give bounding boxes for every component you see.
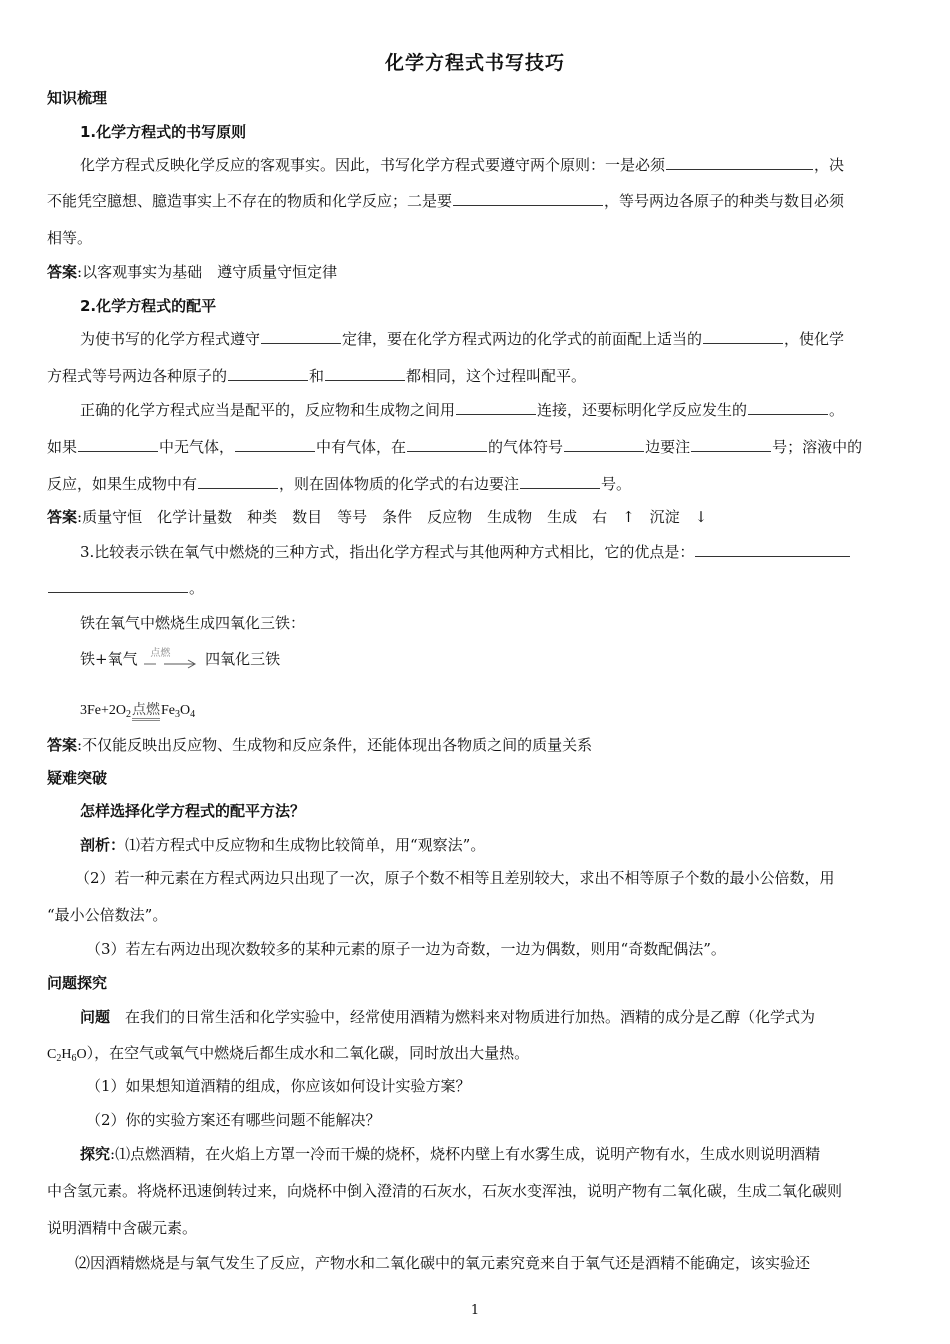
paragraph-principles-line3: 相等。 bbox=[47, 229, 93, 247]
explore-line1 bbox=[80, 1144, 907, 1164]
question-1: （1）如果想知道酒精的组成，你应该如何设计实验方案？ bbox=[86, 1077, 471, 1095]
analysis-2-line1: （2）若一种元素在方程式两边只出现了一次，原子个数不相等且差别较大，求出不相等原子个数的最小公倍数，用 bbox=[75, 869, 835, 887]
reaction-arrow bbox=[142, 646, 200, 672]
word-equation bbox=[80, 646, 907, 672]
text: 为使书写的化学方程式遵守 bbox=[80, 330, 261, 348]
paragraph-correct-line3 bbox=[47, 474, 907, 494]
text: 正确的化学方程式应当是配平的，反应物和生成物之间用 bbox=[80, 401, 456, 419]
text: 的气体符号 bbox=[488, 438, 564, 456]
answer-blank bbox=[456, 400, 536, 415]
text: :⑴点燃酒精，在火焰上方罩一冷而干燥的烧杯，烧杯内壁上有水雾生成，说明产物有水，生成水则说明酒精 bbox=[110, 1145, 821, 1163]
condition-label: 点燃 bbox=[132, 703, 160, 721]
question-2: （2）你的实验方案还有哪些问题不能解决？ bbox=[86, 1111, 381, 1129]
answer-3 bbox=[47, 735, 907, 755]
answer-1 bbox=[47, 262, 907, 282]
text: 定律，要在化学方程式两边的化学式的前面配上适当的 bbox=[342, 330, 703, 348]
text: 。 bbox=[829, 401, 845, 419]
section-heading-knowledge: 知识梳理 bbox=[47, 89, 108, 107]
explore-line4: ⑵因酒精燃烧是与氧气发生了反应，产物水和二氧化碳中的氧元素究竟来自于氧气还是酒精不能确定，该实验还 bbox=[75, 1254, 811, 1272]
text: 中无气体， bbox=[159, 438, 235, 456]
formula-text: O bbox=[76, 1047, 87, 1062]
answer-blank bbox=[407, 437, 487, 452]
answer-blank bbox=[453, 191, 603, 206]
formula-text: H bbox=[61, 1047, 72, 1062]
formula-text: C bbox=[47, 1047, 57, 1062]
equation-text: Fe bbox=[161, 703, 176, 718]
ethanol-formula bbox=[47, 1047, 87, 1062]
answer-blank bbox=[695, 542, 850, 557]
explore-label: 探究 bbox=[80, 1145, 111, 1163]
analysis-3: （3）若左右两边出现次数较多的某种元素的原子一边为奇数，一边为偶数，则用“奇数配偶法”。 bbox=[86, 940, 726, 958]
paragraph-correct-line2 bbox=[47, 437, 907, 457]
answer-blank bbox=[235, 437, 315, 452]
paragraph-principles-line2 bbox=[47, 191, 907, 211]
answer-text: :质量守恒 化学计量数 种类 数目 等号 条件 反应物 生成物 生成 右 ↑ 沉淀 ↓ bbox=[77, 508, 708, 526]
explore-line2: 中含氢元素。将烧杯迅速倒转过来，向烧杯中倒入澄清的石灰水，石灰水变浑浊，说明产物有二氧化碳，生成二氧化碳则 bbox=[47, 1182, 843, 1200]
explore-line3: 说明酒精中含碳元素。 bbox=[47, 1219, 198, 1237]
answer-blank bbox=[78, 437, 158, 452]
answer-blank bbox=[228, 366, 308, 381]
arrow-icon bbox=[142, 654, 200, 670]
answer-label: 答案 bbox=[47, 508, 78, 526]
text: 方程式等号两边各种原子的 bbox=[47, 367, 228, 385]
question-title: 怎样选择化学方程式的配平方法？ bbox=[80, 802, 306, 820]
answer-blank bbox=[48, 578, 188, 593]
reactants-text: 铁+氧气 bbox=[80, 650, 138, 668]
page-title: 化学方程式书写技巧 bbox=[384, 52, 565, 74]
text: ，使化学 bbox=[784, 330, 845, 348]
section-heading-inquiry: 问题探究 bbox=[47, 974, 108, 992]
equation-text: 3Fe+2O bbox=[80, 703, 127, 718]
text: 反应，如果生成物中有 bbox=[47, 475, 198, 493]
subscript: 6 bbox=[71, 1053, 77, 1064]
text: 号。 bbox=[601, 475, 632, 493]
analysis-2-line2: “最小公倍数法”。 bbox=[47, 906, 168, 924]
text: ），在空气或氧气中燃烧后都生成水和二氧化碳，同时放出大量热。 bbox=[86, 1044, 530, 1062]
paragraph-correct-line1 bbox=[80, 400, 907, 420]
problem-label: 问题 bbox=[80, 1008, 111, 1026]
answer-blank bbox=[198, 474, 278, 489]
answer-blank bbox=[261, 329, 341, 344]
problem-line1 bbox=[80, 1007, 907, 1027]
subheading-principles: 1.化学方程式的书写原则 bbox=[80, 123, 247, 141]
subheading-balancing: 2.化学方程式的配平 bbox=[80, 297, 217, 315]
subscript: 2 bbox=[56, 1053, 62, 1064]
text: ，则在固体物质的化学式的右边要注 bbox=[279, 475, 520, 493]
answer-label: 答案 bbox=[47, 736, 78, 754]
answer-blank bbox=[703, 329, 783, 344]
answer-blank bbox=[666, 155, 813, 170]
analysis-label: 剖析： bbox=[80, 836, 126, 854]
text: ，决 bbox=[814, 156, 845, 174]
paragraph-balancing-line2 bbox=[47, 366, 907, 386]
equation-text: O bbox=[180, 703, 191, 718]
paragraph-balancing-line1 bbox=[80, 329, 907, 349]
answer-blank bbox=[564, 437, 644, 452]
section-heading-difficulties: 疑难突破 bbox=[47, 769, 108, 787]
text: 中有气体，在 bbox=[316, 438, 407, 456]
text: ⑴若方程式中反应物和生成物比较简单，用“观察法”。 bbox=[125, 836, 486, 854]
condition-label: 点燃 bbox=[150, 648, 171, 659]
text: 号；溶液中的 bbox=[772, 438, 863, 456]
analysis-1 bbox=[80, 835, 907, 855]
text: 。 bbox=[189, 579, 205, 597]
page-number: 1 bbox=[470, 1303, 480, 1318]
text: 不能凭空臆想、臆造事实上不存在的物质和化学反应；二是要 bbox=[47, 192, 453, 210]
subscript: 2 bbox=[126, 709, 132, 720]
problem-line2 bbox=[47, 1043, 907, 1069]
answer-label: 答案 bbox=[47, 263, 78, 281]
text: 在我们的日常生活和化学实验中，经常使用酒精为燃料来对物质进行加热。酒精的成分是乙醇（化学式为 bbox=[110, 1008, 816, 1026]
iron-description: 铁在氧气中燃烧生成四氧化三铁： bbox=[80, 614, 306, 632]
answer-text: :以客观事实为基础 遵守质量守恒定律 bbox=[77, 263, 338, 281]
subscript: 4 bbox=[190, 709, 196, 720]
paragraph-compare-line2 bbox=[47, 578, 907, 598]
text: 边要注 bbox=[645, 438, 691, 456]
text: ，等号两边各原子的种类与数目必须 bbox=[604, 192, 845, 210]
text: 都相同，这个过程叫配平。 bbox=[406, 367, 587, 385]
paragraph-compare-line1 bbox=[80, 542, 907, 562]
answer-text: :不仅能反映出反应物、生成物和反应条件，还能体现出各物质之间的质量关系 bbox=[77, 736, 593, 754]
paragraph-principles-line1 bbox=[80, 155, 907, 175]
answer-blank bbox=[748, 400, 828, 415]
text: 3.比较表示铁在氧气中燃烧的三种方式，指出化学方程式与其他两种方式相比，它的优点是： bbox=[80, 543, 695, 561]
answer-2 bbox=[47, 507, 907, 527]
text: 如果 bbox=[47, 438, 78, 456]
answer-blank bbox=[520, 474, 600, 489]
answer-blank bbox=[691, 437, 771, 452]
subscript: 3 bbox=[175, 709, 181, 720]
product-text: 四氧化三铁 bbox=[205, 650, 281, 668]
answer-blank bbox=[325, 366, 405, 381]
chemical-equation bbox=[80, 701, 907, 725]
text: 化学方程式反映化学反应的客观事实。因此，书写化学方程式要遵守两个原则：一是必须 bbox=[80, 156, 666, 174]
text: 连接，还要标明化学反应发生的 bbox=[537, 401, 748, 419]
text: 和 bbox=[309, 367, 325, 385]
